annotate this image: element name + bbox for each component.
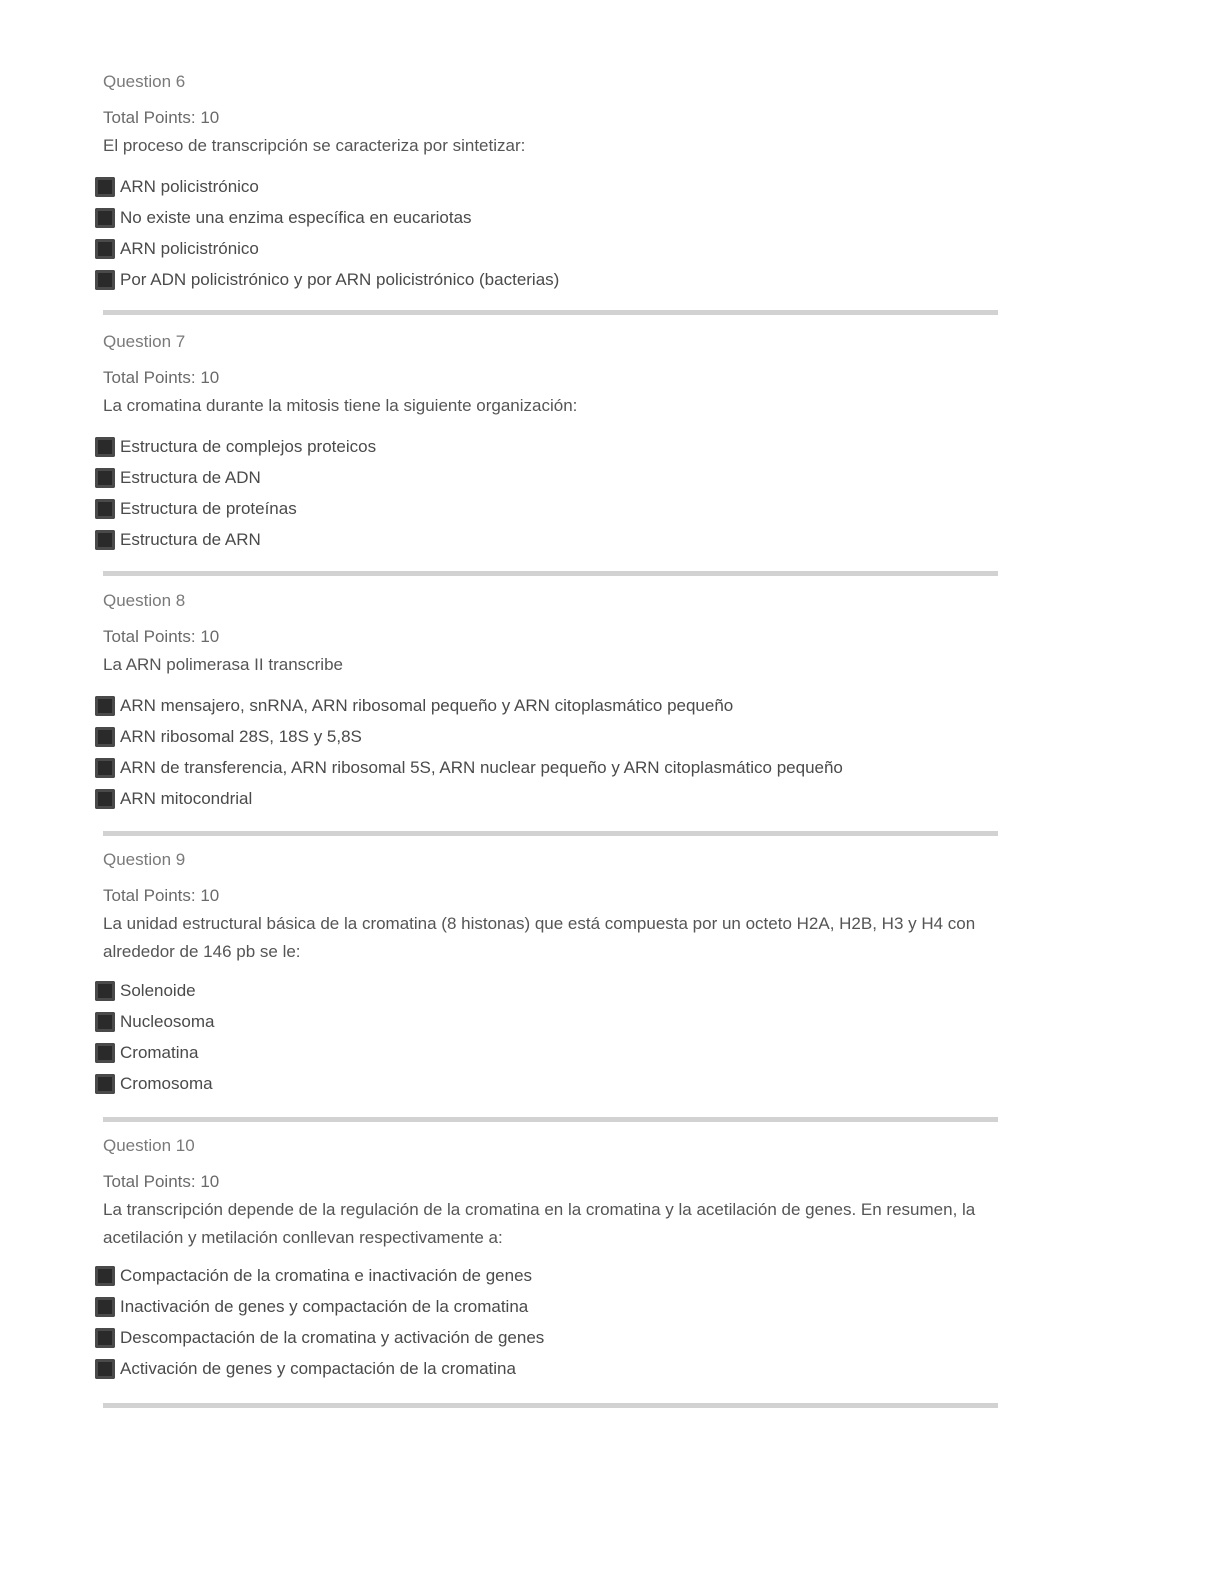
question-text: La transcripción depende de la regulación de la cromatina en la cromatina y la acetilación de genes. En resumen, la acetilación y metilación conllevan respectivamente a:	[103, 1200, 976, 1247]
answer-option[interactable]	[95, 202, 559, 233]
answer-option-label: ARN mensajero, snRNA, ARN ribosomal pequeño y ARN citoplasmático pequeño	[120, 695, 734, 715]
question-points: Total Points: 10	[103, 368, 220, 387]
answer-options	[95, 690, 843, 814]
answer-option-label: Inactivación de genes y compactación de la cromatina	[120, 1296, 529, 1316]
answer-option[interactable]	[95, 1291, 544, 1322]
radio-button-icon[interactable]	[95, 499, 115, 519]
question-points: Total Points: 10	[103, 627, 220, 646]
answer-option[interactable]	[95, 1037, 215, 1068]
answer-option-label: ARN ribosomal 28S, 18S y 5,8S	[120, 726, 362, 746]
radio-button-icon[interactable]	[95, 696, 115, 716]
question-text: La ARN polimerasa II transcribe	[103, 655, 343, 674]
answer-option[interactable]	[95, 721, 843, 752]
question-heading: Question 8	[103, 591, 186, 610]
answer-options	[95, 171, 559, 295]
question-divider	[103, 1403, 998, 1408]
answer-option[interactable]	[95, 431, 376, 462]
answer-option[interactable]	[95, 783, 843, 814]
radio-button-icon[interactable]	[95, 437, 115, 457]
question-heading: Question 9	[103, 850, 186, 869]
answer-option-label: Estructura de complejos proteicos	[120, 436, 377, 456]
answer-option-label: Compactación de la cromatina e inactivación de genes	[120, 1265, 533, 1285]
radio-button-icon[interactable]	[95, 727, 115, 747]
answer-option-label: Estructura de proteínas	[120, 498, 297, 518]
radio-button-icon[interactable]	[95, 981, 115, 1001]
answer-option[interactable]	[95, 462, 376, 493]
answer-option-label: ARN policistrónico	[120, 238, 259, 258]
answer-option[interactable]	[95, 1006, 215, 1037]
question-divider	[103, 831, 998, 836]
answer-option-label: Activación de genes y compactación de la cromatina	[120, 1358, 516, 1378]
answer-option[interactable]	[95, 752, 843, 783]
answer-option-label: ARN de transferencia, ARN ribosomal 5S, ARN nuclear pequeño y ARN citoplasmático pequeño	[120, 757, 843, 777]
radio-button-icon[interactable]	[95, 1012, 115, 1032]
radio-button-icon[interactable]	[95, 1074, 115, 1094]
answer-option[interactable]	[95, 975, 215, 1006]
question-text: El proceso de transcripción se caracteriza por sintetizar:	[103, 136, 526, 155]
question-points: Total Points: 10	[103, 1172, 220, 1191]
radio-button-icon[interactable]	[95, 1328, 115, 1348]
answer-option[interactable]	[95, 233, 559, 264]
radio-button-icon[interactable]	[95, 177, 115, 197]
radio-button-icon[interactable]	[95, 530, 115, 550]
answer-option-label: Nucleosoma	[120, 1011, 215, 1031]
answer-option[interactable]	[95, 171, 559, 202]
answer-option[interactable]	[95, 1260, 544, 1291]
question-points: Total Points: 10	[103, 886, 220, 905]
question-heading: Question 7	[103, 332, 186, 351]
answer-options	[95, 431, 376, 555]
answer-option-label: Estructura de ADN	[120, 467, 261, 487]
answer-option[interactable]	[95, 1322, 544, 1353]
answer-option[interactable]	[95, 1068, 215, 1099]
answer-option-label: No existe una enzima específica en eucariotas	[120, 207, 472, 227]
radio-button-icon[interactable]	[95, 1043, 115, 1063]
radio-button-icon[interactable]	[95, 270, 115, 290]
answer-option-label: Solenoide	[120, 980, 196, 1000]
answer-option[interactable]	[95, 524, 376, 555]
radio-button-icon[interactable]	[95, 239, 115, 259]
radio-button-icon[interactable]	[95, 789, 115, 809]
answer-option[interactable]	[95, 690, 843, 721]
answer-option[interactable]	[95, 1353, 544, 1384]
question-heading: Question 10	[103, 1136, 195, 1155]
question-divider	[103, 310, 998, 315]
answer-option-label: ARN policistrónico	[120, 176, 259, 196]
question-text: La unidad estructural básica de la cromatina (8 histonas) que está compuesta por un octeto H2A, H2B, H3 y H4 con alrededor de 146 pb se le:	[103, 914, 976, 961]
answer-option-label: Por ADN policistrónico y por ARN policistrónico (bacterias)	[120, 269, 560, 289]
answer-option[interactable]	[95, 264, 559, 295]
radio-button-icon[interactable]	[95, 1297, 115, 1317]
question-divider	[103, 571, 998, 576]
radio-button-icon[interactable]	[95, 468, 115, 488]
question-divider	[103, 1117, 998, 1122]
radio-button-icon[interactable]	[95, 208, 115, 228]
radio-button-icon[interactable]	[95, 1359, 115, 1379]
question-text: La cromatina durante la mitosis tiene la siguiente organización:	[103, 396, 578, 415]
answer-option-label: Estructura de ARN	[120, 529, 261, 549]
answer-option-label: ARN mitocondrial	[120, 788, 253, 808]
answer-option[interactable]	[95, 493, 376, 524]
answer-option-label: Descompactación de la cromatina y activación de genes	[120, 1327, 545, 1347]
question-heading: Question 6	[103, 72, 186, 91]
answer-option-label: Cromosoma	[120, 1073, 213, 1093]
answer-options	[95, 975, 215, 1099]
radio-button-icon[interactable]	[95, 1266, 115, 1286]
answer-option-label: Cromatina	[120, 1042, 199, 1062]
question-points: Total Points: 10	[103, 108, 220, 127]
answer-options	[95, 1260, 544, 1384]
radio-button-icon[interactable]	[95, 758, 115, 778]
